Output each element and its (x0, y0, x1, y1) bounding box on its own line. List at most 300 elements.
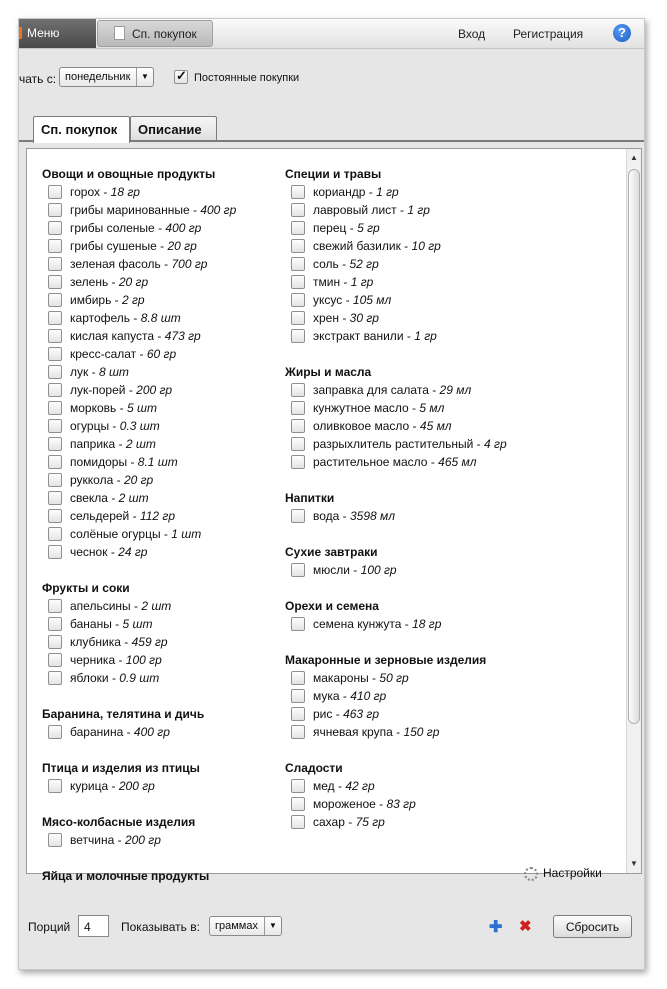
item-quantity: 2 гр (122, 293, 145, 307)
item-quantity: 29 мл (439, 383, 472, 397)
item-checkbox[interactable] (291, 671, 305, 685)
item-separator: - (338, 257, 350, 271)
list-item[interactable] (285, 813, 507, 831)
item-separator: - (401, 617, 413, 631)
list-item[interactable] (285, 777, 507, 795)
item-name: вода (313, 509, 340, 523)
item-name: яблоки (70, 671, 109, 685)
list-item[interactable] (42, 255, 236, 273)
item-checkbox[interactable] (48, 347, 62, 361)
item-checkbox[interactable] (48, 491, 62, 505)
list-item[interactable] (42, 183, 236, 201)
category-title: Орехи и семена (285, 599, 379, 613)
gear-icon (524, 867, 538, 881)
list-item[interactable] (42, 219, 236, 237)
item-name: огурцы (70, 419, 110, 433)
scrollbar-thumb[interactable] (628, 169, 640, 724)
item-quantity: 459 гр (131, 635, 168, 649)
item-checkbox[interactable] (291, 401, 305, 415)
item-quantity: 8.1 шт (137, 455, 178, 469)
item-name: растительное масло (313, 455, 428, 469)
list-item[interactable] (42, 777, 236, 795)
item-checkbox[interactable] (291, 239, 305, 253)
list-item[interactable] (285, 615, 507, 633)
item-separator: - (88, 365, 99, 379)
settings-label: Настройки (543, 866, 602, 880)
item-separator: - (332, 707, 344, 721)
list-item[interactable] (42, 543, 236, 561)
item-quantity: 400 гр (200, 203, 237, 217)
item-checkbox[interactable] (291, 257, 305, 271)
item-checkbox[interactable] (48, 383, 62, 397)
shopping-list-doc-tab[interactable] (97, 20, 213, 47)
item-quantity: 75 гр (355, 815, 385, 829)
item-quantity: 105 мл (352, 293, 392, 307)
item-separator: - (160, 527, 172, 541)
list-item[interactable] (285, 507, 507, 525)
help-icon[interactable]: ? (613, 24, 631, 42)
permanent-purchases-label: Постоянные покупки (194, 72, 300, 84)
item-checkbox[interactable] (291, 329, 305, 343)
item-quantity: 465 мл (438, 455, 477, 469)
tab-description[interactable]: Описание (130, 116, 217, 141)
list-item[interactable] (285, 435, 507, 453)
item-quantity: 1 гр (414, 329, 437, 343)
item-separator: - (344, 815, 356, 829)
category-title: Мясо-колбасные изделия (42, 815, 196, 829)
category-spacer (285, 471, 507, 489)
item-name: клубника (70, 635, 121, 649)
list-item[interactable] (285, 183, 507, 201)
list-item[interactable] (285, 795, 507, 813)
item-checkbox[interactable] (48, 527, 62, 541)
list-item[interactable] (42, 201, 236, 219)
item-name: руккола (70, 473, 114, 487)
item-separator: - (346, 221, 358, 235)
item-separator: - (403, 329, 415, 343)
item-checkbox[interactable] (48, 185, 62, 199)
category-spacer (42, 795, 236, 813)
delete-icon[interactable]: ✖ (519, 918, 532, 935)
item-name: помидоры (70, 455, 128, 469)
category-title: Жиры и масла (285, 365, 372, 379)
item-checkbox[interactable] (48, 653, 62, 667)
item-quantity: 45 мл (419, 419, 452, 433)
item-name: сахар (313, 815, 345, 829)
item-separator: - (115, 437, 126, 451)
item-checkbox[interactable] (291, 383, 305, 397)
item-checkbox[interactable] (48, 311, 62, 325)
item-separator: - (120, 635, 132, 649)
list-item[interactable] (285, 417, 507, 435)
item-name: мюсли (313, 563, 350, 577)
item-separator: - (130, 311, 141, 325)
document-icon (114, 26, 125, 40)
item-checkbox[interactable] (291, 275, 305, 289)
item-separator: - (339, 509, 350, 523)
list-item[interactable] (42, 363, 236, 381)
item-name: разрыхлитель растительный (313, 437, 474, 451)
item-separator: - (189, 203, 201, 217)
item-name: ветчина (70, 833, 115, 847)
item-checkbox[interactable] (48, 617, 62, 631)
item-checkbox[interactable] (291, 563, 305, 577)
item-checkbox[interactable] (291, 185, 305, 199)
item-name: зелень (70, 275, 109, 289)
item-separator: - (154, 329, 165, 343)
item-checkbox[interactable] (48, 221, 62, 235)
item-name: черника (70, 653, 116, 667)
item-name: чеснок (70, 545, 108, 559)
item-name: свежий базилик (313, 239, 401, 253)
item-checkbox[interactable] (48, 365, 62, 379)
item-quantity: 1 шт (171, 527, 202, 541)
item-separator: - (111, 293, 122, 307)
item-separator: - (127, 455, 138, 469)
item-quantity: 200 гр (118, 779, 155, 793)
list-item[interactable] (42, 489, 236, 507)
item-separator: - (396, 203, 408, 217)
column-right (285, 165, 507, 831)
item-quantity: 18 гр (110, 185, 140, 199)
list-item[interactable] (285, 273, 507, 291)
item-separator: - (400, 239, 412, 253)
item-quantity: 5 шт (122, 617, 153, 631)
item-name: хрен (313, 311, 339, 325)
item-checkbox[interactable] (291, 311, 305, 325)
item-name: уксус (313, 293, 343, 307)
item-checkbox[interactable] (291, 815, 305, 829)
item-checkbox[interactable] (48, 257, 62, 271)
item-quantity: 100 гр (360, 563, 397, 577)
item-checkbox[interactable] (48, 419, 62, 433)
item-quantity: 20 гр (167, 239, 197, 253)
item-separator: - (108, 779, 119, 793)
list-item[interactable] (285, 201, 507, 219)
item-checkbox[interactable] (48, 203, 62, 217)
reset-button[interactable]: Сбросить (553, 915, 632, 938)
item-name: экстракт ванили (313, 329, 404, 343)
item-checkbox[interactable] (48, 401, 62, 415)
list-item[interactable] (285, 237, 507, 255)
item-quantity: 400 гр (165, 221, 202, 235)
item-quantity: 5 гр (357, 221, 380, 235)
item-name: семена кунжута (313, 617, 402, 631)
item-quantity: 700 гр (171, 257, 208, 271)
category-title: Фрукты и соки (42, 581, 130, 595)
list-item[interactable] (42, 633, 236, 651)
list-item[interactable] (42, 327, 236, 345)
item-checkbox[interactable] (291, 689, 305, 703)
item-quantity: 5 шт (126, 401, 157, 415)
item-quantity: 8.8 шт (140, 311, 181, 325)
category-spacer (42, 741, 236, 759)
list-item[interactable] (285, 219, 507, 237)
list-item[interactable] (285, 705, 507, 723)
menu-button[interactable]: Меню (19, 19, 96, 48)
item-quantity: 4 гр (484, 437, 507, 451)
item-separator: - (368, 671, 380, 685)
item-name: апельсины (70, 599, 131, 613)
item-quantity: 24 гр (118, 545, 148, 559)
item-separator: - (342, 293, 353, 307)
item-quantity: 200 гр (136, 383, 173, 397)
list-item[interactable] (42, 471, 236, 489)
category-title: Баранина, телятина и дичь (42, 707, 205, 721)
chevron-down-icon: ▼ (136, 68, 153, 86)
list-item[interactable] (285, 381, 507, 399)
item-quantity: 1 гр (350, 275, 374, 289)
list-item[interactable] (285, 327, 507, 345)
list-item[interactable] (42, 723, 236, 741)
item-name: солёные огурцы (70, 527, 161, 541)
item-separator: - (125, 383, 137, 397)
item-quantity: 410 гр (350, 689, 387, 703)
item-checkbox[interactable] (291, 221, 305, 235)
item-checkbox[interactable] (48, 437, 62, 451)
shopping-list-panel (26, 148, 642, 883)
item-quantity: 60 гр (146, 347, 177, 361)
item-name: курица (70, 779, 109, 793)
add-icon[interactable]: ✚ (489, 919, 503, 936)
item-name: тмин (313, 275, 341, 289)
item-separator: - (339, 689, 351, 703)
list-item[interactable] (42, 831, 236, 849)
item-quantity: 42 гр (345, 779, 375, 793)
unit-select[interactable] (209, 916, 282, 936)
item-name: кислая капуста (70, 329, 155, 343)
item-name: лук (70, 365, 89, 379)
list-item[interactable] (285, 561, 507, 579)
item-name: макароны (313, 671, 369, 685)
item-name: грибы сушеные (70, 239, 157, 253)
login-link[interactable]: Вход (458, 27, 486, 41)
category-spacer (285, 741, 507, 759)
item-quantity: 100 гр (125, 653, 162, 667)
item-checkbox[interactable] (48, 275, 62, 289)
item-quantity: 18 гр (412, 617, 442, 631)
list-item[interactable] (42, 273, 236, 291)
item-name: грибы маринованные (70, 203, 190, 217)
item-checkbox[interactable] (48, 293, 62, 307)
scroll-down-icon[interactable]: ▼ (630, 859, 638, 868)
item-checkbox[interactable] (291, 725, 305, 739)
item-separator: - (334, 779, 346, 793)
item-quantity: 20 гр (118, 275, 149, 289)
item-quantity: 8 шт (98, 365, 129, 379)
list-item[interactable] (42, 651, 236, 669)
item-separator: - (338, 311, 350, 325)
list-item[interactable] (42, 435, 236, 453)
item-checkbox[interactable] (291, 617, 305, 631)
category-spacer (285, 633, 507, 651)
item-checkbox[interactable] (48, 509, 62, 523)
item-quantity: 400 гр (133, 725, 170, 739)
item-separator: - (136, 347, 147, 361)
item-checkbox[interactable] (48, 329, 62, 343)
list-item[interactable] (42, 525, 236, 543)
item-separator: - (109, 419, 120, 433)
item-name: кресс-салат (70, 347, 137, 361)
list-item[interactable] (42, 291, 236, 309)
list-item[interactable] (42, 417, 236, 435)
item-checkbox[interactable] (48, 473, 62, 487)
list-item[interactable] (285, 453, 507, 471)
item-checkbox[interactable] (48, 671, 62, 685)
item-separator: - (160, 257, 172, 271)
item-separator: - (129, 509, 140, 523)
category-title: Сухие завтраки (285, 545, 378, 559)
item-quantity: 1 гр (407, 203, 430, 217)
item-checkbox[interactable] (48, 545, 62, 559)
item-separator: - (100, 185, 111, 199)
category-title: Овощи и овощные продукты (42, 167, 216, 181)
category-title: Сладости (285, 761, 343, 775)
chevron-down-icon: ▼ (264, 917, 281, 935)
list-item[interactable] (285, 399, 507, 417)
item-name: сельдерей (70, 509, 130, 523)
category-spacer (285, 525, 507, 543)
category-spacer (42, 687, 236, 705)
category-title: Напитки (285, 491, 335, 505)
list-item[interactable] (42, 345, 236, 363)
category-spacer (42, 849, 236, 867)
item-name: мороженое (313, 797, 376, 811)
list-item[interactable] (42, 597, 236, 615)
item-separator: - (340, 275, 351, 289)
item-name: оливковое масло (313, 419, 410, 433)
item-quantity: 2 шт (141, 599, 172, 613)
category-title: Яйца и молочные продукты (42, 869, 210, 883)
item-name: перец (313, 221, 347, 235)
item-quantity: 52 гр (349, 257, 379, 271)
item-separator: - (349, 563, 361, 577)
list-item[interactable] (285, 669, 507, 687)
item-quantity: 2 шт (125, 437, 156, 451)
list-item[interactable] (285, 291, 507, 309)
list-item[interactable] (42, 669, 236, 687)
item-name: баранина (70, 725, 124, 739)
item-name: лавровый лист (313, 203, 397, 217)
item-separator: - (123, 725, 134, 739)
item-checkbox[interactable] (48, 239, 62, 253)
item-quantity: 112 гр (139, 509, 175, 523)
settings-button[interactable] (524, 866, 602, 881)
item-name: соль (313, 257, 339, 271)
category-title: Макаронные и зерновые изделия (285, 653, 487, 667)
item-separator: - (408, 401, 420, 415)
item-checkbox[interactable] (291, 293, 305, 307)
item-checkbox[interactable] (48, 599, 62, 613)
item-checkbox[interactable] (291, 707, 305, 721)
item-checkbox[interactable] (291, 509, 305, 523)
item-separator: - (114, 833, 125, 847)
item-separator: - (108, 275, 119, 289)
item-checkbox[interactable] (48, 635, 62, 649)
item-separator: - (113, 473, 124, 487)
item-name: картофель (70, 311, 131, 325)
list-item[interactable] (42, 453, 236, 471)
item-quantity: 3598 мл (350, 509, 396, 523)
list-item[interactable] (42, 507, 236, 525)
item-name: имбирь (70, 293, 112, 307)
item-quantity: 20 гр (123, 473, 154, 487)
category-spacer (42, 561, 236, 579)
list-item[interactable] (285, 687, 507, 705)
tab-shopping-list[interactable]: Сп. покупок (33, 116, 130, 143)
start-day-value: понедельник (65, 71, 131, 83)
start-day-row (19, 67, 639, 89)
item-quantity: 2 шт (118, 491, 149, 505)
item-name: ячневая крупа (313, 725, 393, 739)
list-item[interactable] (285, 723, 507, 741)
item-name: паприка (70, 437, 116, 451)
item-separator: - (473, 437, 485, 451)
vertical-scrollbar[interactable] (626, 149, 641, 873)
item-name: горох (70, 185, 100, 199)
item-separator: - (392, 725, 404, 739)
item-separator: - (156, 239, 168, 253)
item-quantity: 0.3 шт (119, 419, 160, 433)
permanent-purchases-checkbox[interactable] (174, 70, 188, 84)
item-name: мука (313, 689, 340, 703)
list-item[interactable] (42, 615, 236, 633)
top-bar (19, 19, 644, 49)
category-spacer (285, 345, 507, 363)
item-checkbox[interactable] (48, 779, 62, 793)
list-item[interactable] (42, 309, 236, 327)
item-separator: - (115, 653, 126, 667)
item-checkbox[interactable] (291, 203, 305, 217)
item-checkbox[interactable] (48, 455, 62, 469)
item-checkbox[interactable] (291, 455, 305, 469)
item-quantity: 473 гр (164, 329, 201, 343)
app-window (18, 18, 645, 970)
show-in-label: Показывать в: (121, 920, 200, 934)
register-link[interactable]: Регистрация (513, 27, 584, 41)
category-spacer (285, 579, 507, 597)
portions-input[interactable]: 4 (78, 915, 109, 937)
list-item[interactable] (42, 381, 236, 399)
item-quantity: 50 гр (379, 671, 409, 685)
list-item[interactable] (42, 237, 236, 255)
list-item[interactable] (42, 399, 236, 417)
item-checkbox[interactable] (48, 833, 62, 847)
item-separator: - (365, 185, 377, 199)
item-quantity: 5 мл (419, 401, 445, 415)
item-checkbox[interactable] (291, 797, 305, 811)
item-separator: - (107, 545, 119, 559)
item-separator: - (428, 383, 440, 397)
scroll-up-icon[interactable]: ▲ (630, 153, 638, 162)
item-separator: - (116, 401, 127, 415)
item-separator: - (108, 671, 120, 685)
start-day-select[interactable] (59, 67, 154, 87)
item-checkbox[interactable] (291, 779, 305, 793)
category-title: Специи и травы (285, 167, 382, 181)
item-quantity: 200 гр (124, 833, 161, 847)
item-name: мед (313, 779, 335, 793)
item-checkbox[interactable] (291, 419, 305, 433)
item-quantity: 30 гр (349, 311, 379, 325)
item-name: свекла (70, 491, 108, 505)
list-item[interactable] (285, 309, 507, 327)
item-name: морковь (70, 401, 117, 415)
item-checkbox[interactable] (291, 437, 305, 451)
list-item[interactable] (285, 255, 507, 273)
item-checkbox[interactable] (48, 725, 62, 739)
item-name: кунжутное масло (313, 401, 409, 415)
